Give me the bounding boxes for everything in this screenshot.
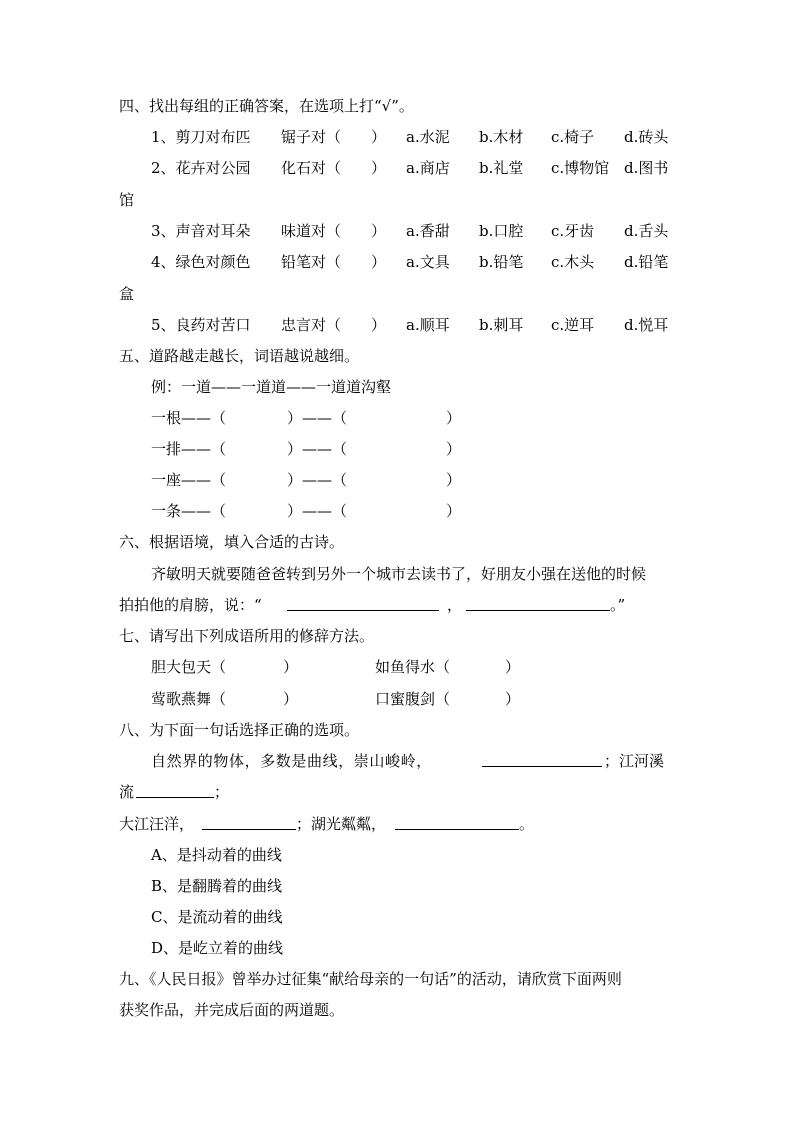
q8-blank-3[interactable] [202, 812, 296, 830]
q4-row-3-mid: 味道对（ ） [281, 222, 387, 240]
q8-option-a[interactable]: A、是抖动着的曲线 [151, 846, 282, 864]
q5-row-1-end: ） [446, 409, 462, 427]
q4-row-4-mid: 铅笔对（ ） [281, 253, 387, 271]
q8-option-b[interactable]: B、是翻腾着的曲线 [151, 877, 283, 895]
q7-item-3-text: 莺歌燕舞（ [151, 690, 227, 708]
q8-text-1-start: 自然界的物体，多数是曲线，崇山峻岭， [151, 752, 432, 770]
q4-row-1-option-d[interactable]: d.砖头 [624, 128, 669, 146]
q5-row-3-start: 一座——（ [151, 471, 227, 489]
q5-row-4-start: 一条——（ [151, 502, 227, 520]
q5-row-4-end: ） [446, 502, 462, 520]
q8-blank-2[interactable] [136, 780, 214, 798]
q4-row-1-mid: 锯子对（ ） [281, 128, 387, 146]
q4-title: 四、找出每组的正确答案，在选项上打“√”。 [119, 97, 414, 115]
q6-blank-1[interactable] [287, 593, 439, 611]
q6-text-2-comma: ， [447, 596, 463, 614]
q4-row-2-mid: 化石对（ ） [281, 159, 387, 177]
q4-row-4-option-b[interactable]: b.铅笔 [479, 253, 524, 271]
q5-row-1-start: 一根——（ [151, 409, 227, 427]
q4-row-5-mid: 忠言对（ ） [281, 316, 387, 334]
q7-item-4-close: ） [505, 690, 521, 708]
q7-item-2-close: ） [505, 658, 521, 676]
q5-row-2-end: ） [446, 440, 462, 458]
q5-title: 五、道路越走越长，词语越说越细。 [119, 347, 360, 365]
q4-row-1-option-a[interactable]: a.水泥 [406, 128, 450, 146]
q4-row-5-option-a[interactable]: a.顺耳 [406, 316, 450, 334]
q4-row-3-left: 3、声音对耳朵 [151, 222, 251, 240]
q8-text-2-end: ； [214, 783, 230, 801]
q7-item-1-text: 胆大包天（ [151, 658, 227, 676]
q8-text-3-start: 大江汪洋， [119, 815, 195, 833]
q4-row-2-option-d[interactable]: d.图书 [624, 159, 669, 177]
q7-item-4-text: 口蜜腹剑（ [375, 690, 451, 708]
q8-option-d[interactable]: D、是屹立着的曲线 [151, 939, 284, 957]
q4-row-1-option-c[interactable]: c.椅子 [551, 128, 595, 146]
q4-row-4-left: 4、绿色对颜色 [151, 253, 251, 271]
q7-item-2-text: 如鱼得水（ [375, 658, 451, 676]
q6-text-2-end: 。” [610, 596, 626, 614]
q7-title: 七、请写出下列成语所用的修辞方法。 [119, 627, 375, 645]
q4-row-2-left: 2、花卉对公园 [151, 159, 251, 177]
q4-row-2-option-b[interactable]: b.礼堂 [479, 159, 524, 177]
q6-text-1: 齐敏明天就要随爸爸转到另外一个城市去读书了，好朋友小强在送他的时候 [151, 565, 647, 583]
q5-row-2-start: 一排——（ [151, 440, 227, 458]
q5-row-3-end: ） [446, 471, 462, 489]
q4-row-3-option-d[interactable]: d.舌头 [624, 222, 669, 240]
q4-row-2-option-c[interactable]: c.博物馆 [551, 159, 610, 177]
q4-row-3-option-b[interactable]: b.口腔 [479, 222, 524, 240]
q9-text-1: 九、《人民日报》曾举办过征集“献给母亲的一句话”的活动，请欣赏下面两则 [119, 970, 622, 988]
q6-blank-2[interactable] [466, 593, 610, 611]
q4-row-4-option-d[interactable]: d.铅笔 [624, 253, 669, 271]
q9-text-2: 获奖作品，并完成后面的两道题。 [119, 1001, 345, 1019]
q4-row-1-left: 1、剪刀对布匹 [151, 128, 251, 146]
q5-row-3-mid: ）——（ [287, 471, 348, 489]
q4-row-5-left: 5、良药对苦口 [151, 316, 251, 334]
q7-item-3-close: ） [283, 690, 299, 708]
q8-option-c[interactable]: C、是流动着的曲线 [151, 908, 283, 926]
q4-row-4-wrap: 盒 [119, 285, 135, 303]
q4-row-4-option-c[interactable]: c.木头 [551, 253, 595, 271]
q8-blank-1[interactable] [482, 749, 602, 767]
q5-row-2-mid: ）——（ [287, 440, 348, 458]
q4-row-5-option-b[interactable]: b.刺耳 [479, 316, 524, 334]
q8-blank-4[interactable] [395, 812, 519, 830]
q4-row-1-option-b[interactable]: b.木材 [479, 128, 524, 146]
q4-row-4-option-a[interactable]: a.文具 [406, 253, 450, 271]
q5-example: 例：一道——一道道——一道道沟壑 [151, 378, 392, 396]
q4-row-3-option-a[interactable]: a.香甜 [406, 222, 450, 240]
q8-text-3-end: 。 [519, 815, 535, 833]
q5-row-1-mid: ）——（ [287, 409, 348, 427]
q4-row-2-wrap: 馆 [119, 191, 135, 209]
q4-row-5-option-c[interactable]: c.逆耳 [551, 316, 595, 334]
q4-row-2-option-a[interactable]: a.商店 [406, 159, 450, 177]
q6-title: 六、根据语境，填入合适的古诗。 [119, 533, 345, 551]
q8-title: 八、为下面一句话选择正确的选项。 [119, 721, 360, 739]
q8-text-1-end: ；江河溪 [604, 752, 665, 770]
q8-text-3-mid: ；湖光粼粼， [296, 815, 387, 833]
q7-item-1-close: ） [283, 658, 299, 676]
q8-text-2-start: 流 [119, 783, 135, 801]
q6-text-2-start: 拍拍他的肩膀，说：“ [119, 596, 262, 614]
q4-row-3-option-c[interactable]: c.牙齿 [551, 222, 595, 240]
q5-row-4-mid: ）——（ [287, 502, 348, 520]
q4-row-5-option-d[interactable]: d.悦耳 [624, 316, 669, 334]
